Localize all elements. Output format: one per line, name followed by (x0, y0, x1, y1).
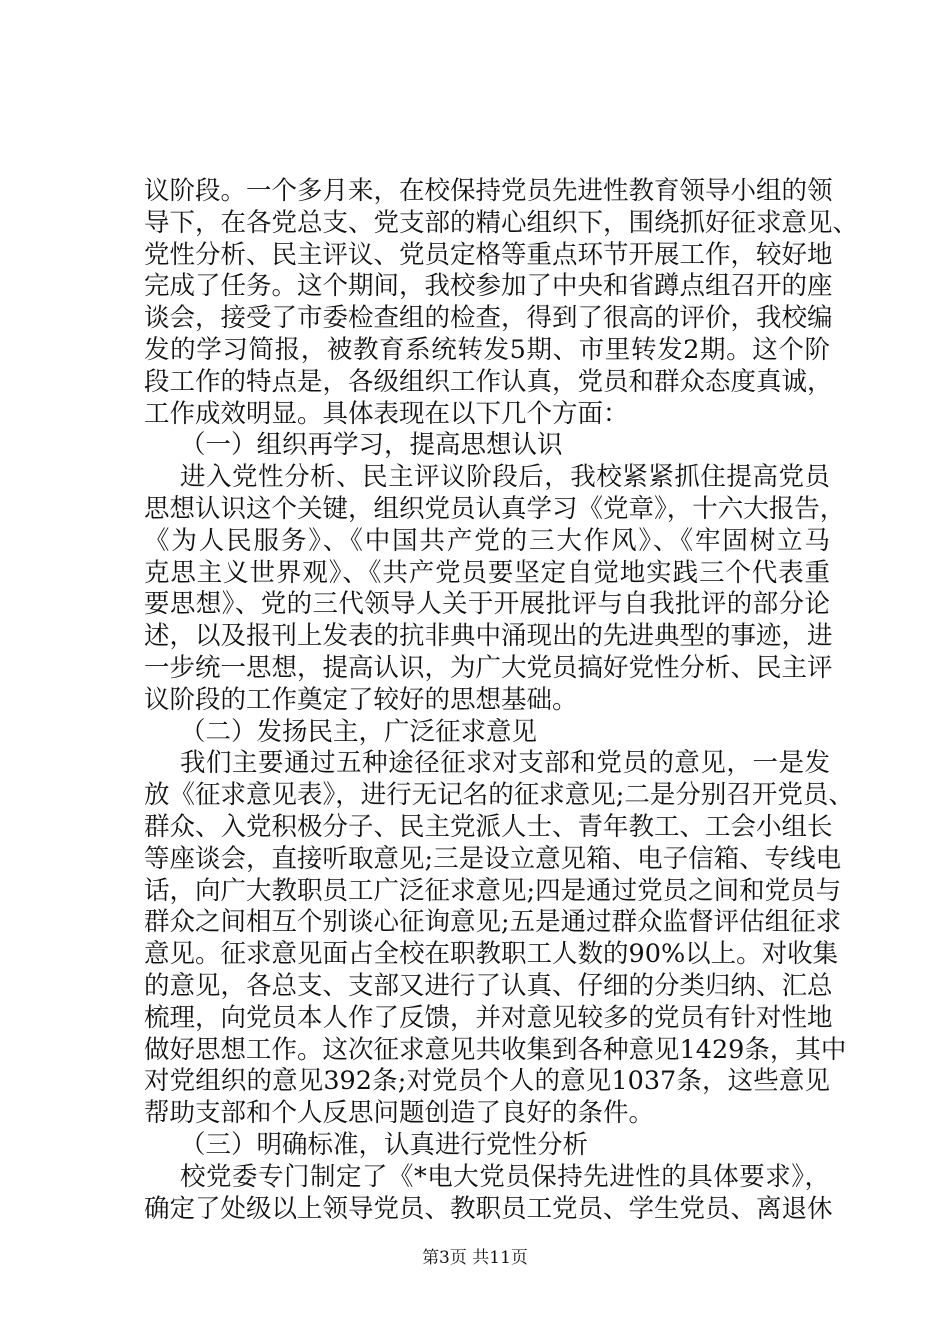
paragraph-line: 谈会，接受了市委检查组的检查，得到了很高的评价，我校编 (144, 303, 833, 334)
paragraph-line: 导下，在各党总支、党支部的精心组织下，围绕抓好征求意见、 (144, 207, 859, 238)
paragraph-first-line: 校党委专门制定了《*电大党员保持先进性的具体要求》， (180, 1161, 830, 1192)
paragraph-line: 对党组织的意见392条;对党员个人的意见1037条，这些意见 (144, 1066, 830, 1097)
paragraph-line: 群众之间相互个别谈心征询意见;五是通过群众监督评估组征求 (144, 907, 842, 938)
paragraph-line: 做好思想工作。这次征求意见共收集到各种意见1429条，其中 (144, 1034, 847, 1065)
paragraph-line: 完成了任务。这个期间，我校参加了中央和省蹲点组召开的座 (144, 271, 833, 302)
paragraph-last-line: 工作成效明显。具体表现在以下几个方面： (144, 398, 629, 429)
section-heading: （一）组织再学习，提高思想认识 (180, 430, 563, 461)
paragraph-line: 段工作的特点是，各级组织工作认真，党员和群众态度真诚， (144, 366, 833, 397)
paragraph-line: 思想认识这个关键，组织党员认真学习《党章》，十六大报告， (144, 493, 846, 524)
paragraph-line: 党性分析、民主评议、党员定格等重点环节开展工作，较好地 (144, 239, 833, 270)
section-heading: （二）发扬民主，广泛征求意见 (180, 716, 538, 747)
paragraph-line: 发的学习简报，被教育系统转发5期、市里转发2期。这个阶 (144, 334, 830, 365)
section-heading: （三）明确标准，认真进行党性分析 (180, 1129, 589, 1160)
paragraph-last-line: 帮助支部和个人反思问题创造了良好的条件。 (144, 1098, 655, 1129)
paragraph-line: 议阶段。一个多月来，在校保持党员先进性教育领导小组的领 (144, 176, 833, 206)
page-number-label: 第3页 共11页 (422, 1248, 528, 1268)
paragraph-line: 放《征求意见表》，进行无记名的征求意见;二是分别召开党员、 (144, 780, 854, 811)
paragraph-line: 一步统一思想，提高认识，为广大党员搞好党性分析、民主评 (144, 652, 833, 683)
paragraph-line: 话，向广大教职员工广泛征求意见;四是通过党员之间和党员与 (144, 875, 842, 906)
paragraph-line: 的意见，各总支、支部又进行了认真、仔细的分类归纳、汇总 (144, 970, 833, 1001)
paragraph-line: 述，以及报刊上发表的抗非典中涌现出的先进典型的事迹，进 (144, 621, 833, 652)
page-footer (0, 1243, 950, 1268)
paragraph-line: 梳理，向党员本人作了反馈，并对意见较多的党员有针对性地 (144, 1002, 833, 1033)
paragraph-line: 要思想》、党的三代领导人关于开展批评与自我批评的部分论 (144, 589, 830, 620)
paragraph-line: 确定了处级以上领导党员、教职员工党员、学生党员、离退休 (144, 1193, 833, 1224)
paragraph-first-line: 进入党性分析、民主评议阶段后，我校紧紧抓住提高党员 (180, 462, 830, 493)
paragraph-line: 克思主义世界观》、《共产党员要坚定自觉地实践三个代表重 (144, 557, 830, 588)
document-body (144, 176, 859, 1225)
paragraph-line: 意见。征求意见面占全校在职教职工人数的90%以上。对收集 (144, 939, 839, 970)
paragraph-line: 群众、入党积极分子、民主党派人士、青年教工、工会小组长 (144, 811, 833, 842)
paragraph-line: 《为人民服务》、《中国共产党的三大作风》、《牢固树立马 (144, 525, 830, 556)
paragraph-line: 等座谈会，直接听取意见;三是设立意见箱、电子信箱、专线电 (144, 843, 842, 874)
paragraph-first-line: 我们主要通过五种途径征求对支部和党员的意见，一是发 (180, 748, 830, 779)
paragraph-last-line: 议阶段的工作奠定了较好的思想基础。 (144, 684, 578, 715)
